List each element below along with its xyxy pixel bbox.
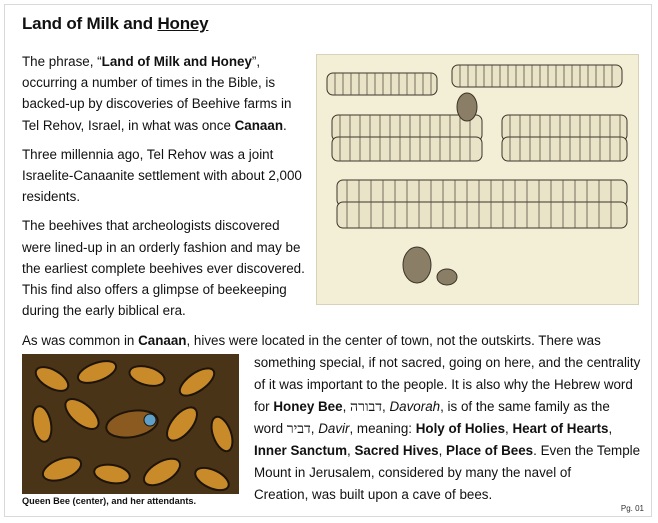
body-line-8: Creation, was built upon a cave of bees. — [254, 487, 493, 502]
body-line-1: As was common in Canaan, hives were located in the center of town, not the outskirts. There was — [22, 333, 601, 348]
body-line-5: word דביר, Davir, meaning: Holy of Holies, Heart of Hearts, — [254, 421, 613, 437]
intro-paragraph-3: The beehives that archeologists discovered were lined-up in an orderly fashion and may be the earliest complete beehives ever discovered. This find also offers a glimpse of beekeeping during the early biblical era. — [22, 218, 305, 319]
beehive-rows-illustration — [316, 54, 639, 305]
intro-text — [22, 51, 307, 329]
intro-paragraph-1: The phrase, “Land of Milk and Honey”, occurring a number of times in the Bible, is backed-up by discoveries of Beehive farms in Tel Rehov, Israel, in what was once Canaan. — [22, 54, 292, 133]
page-number: Pg. 01 — [620, 504, 644, 513]
body-line-2: something special, if not sacred, going on here, and the centrality — [254, 355, 641, 370]
body-line-6: Inner Sanctum, Sacred Hives, Place of Bees. Even the Temple — [254, 443, 641, 458]
body-line-4: for Honey Bee, דבורה, Davorah, is of the same family as the — [254, 399, 610, 415]
body-line-3: of it was important to the people. It is also why the Hebrew word — [254, 377, 633, 392]
intro-paragraph-2: Three millennia ago, Tel Rehov was a joint Israelite-Canaanite settlement with about 2,000 residents. — [22, 146, 302, 205]
page-title: Land of Milk and Honey — [22, 14, 209, 33]
body-line-7: Mount in Jerusalem, considered by many the navel of — [254, 465, 572, 480]
photo-caption: Queen Bee (center), and her attendants. — [22, 496, 197, 506]
body-text — [22, 330, 641, 506]
